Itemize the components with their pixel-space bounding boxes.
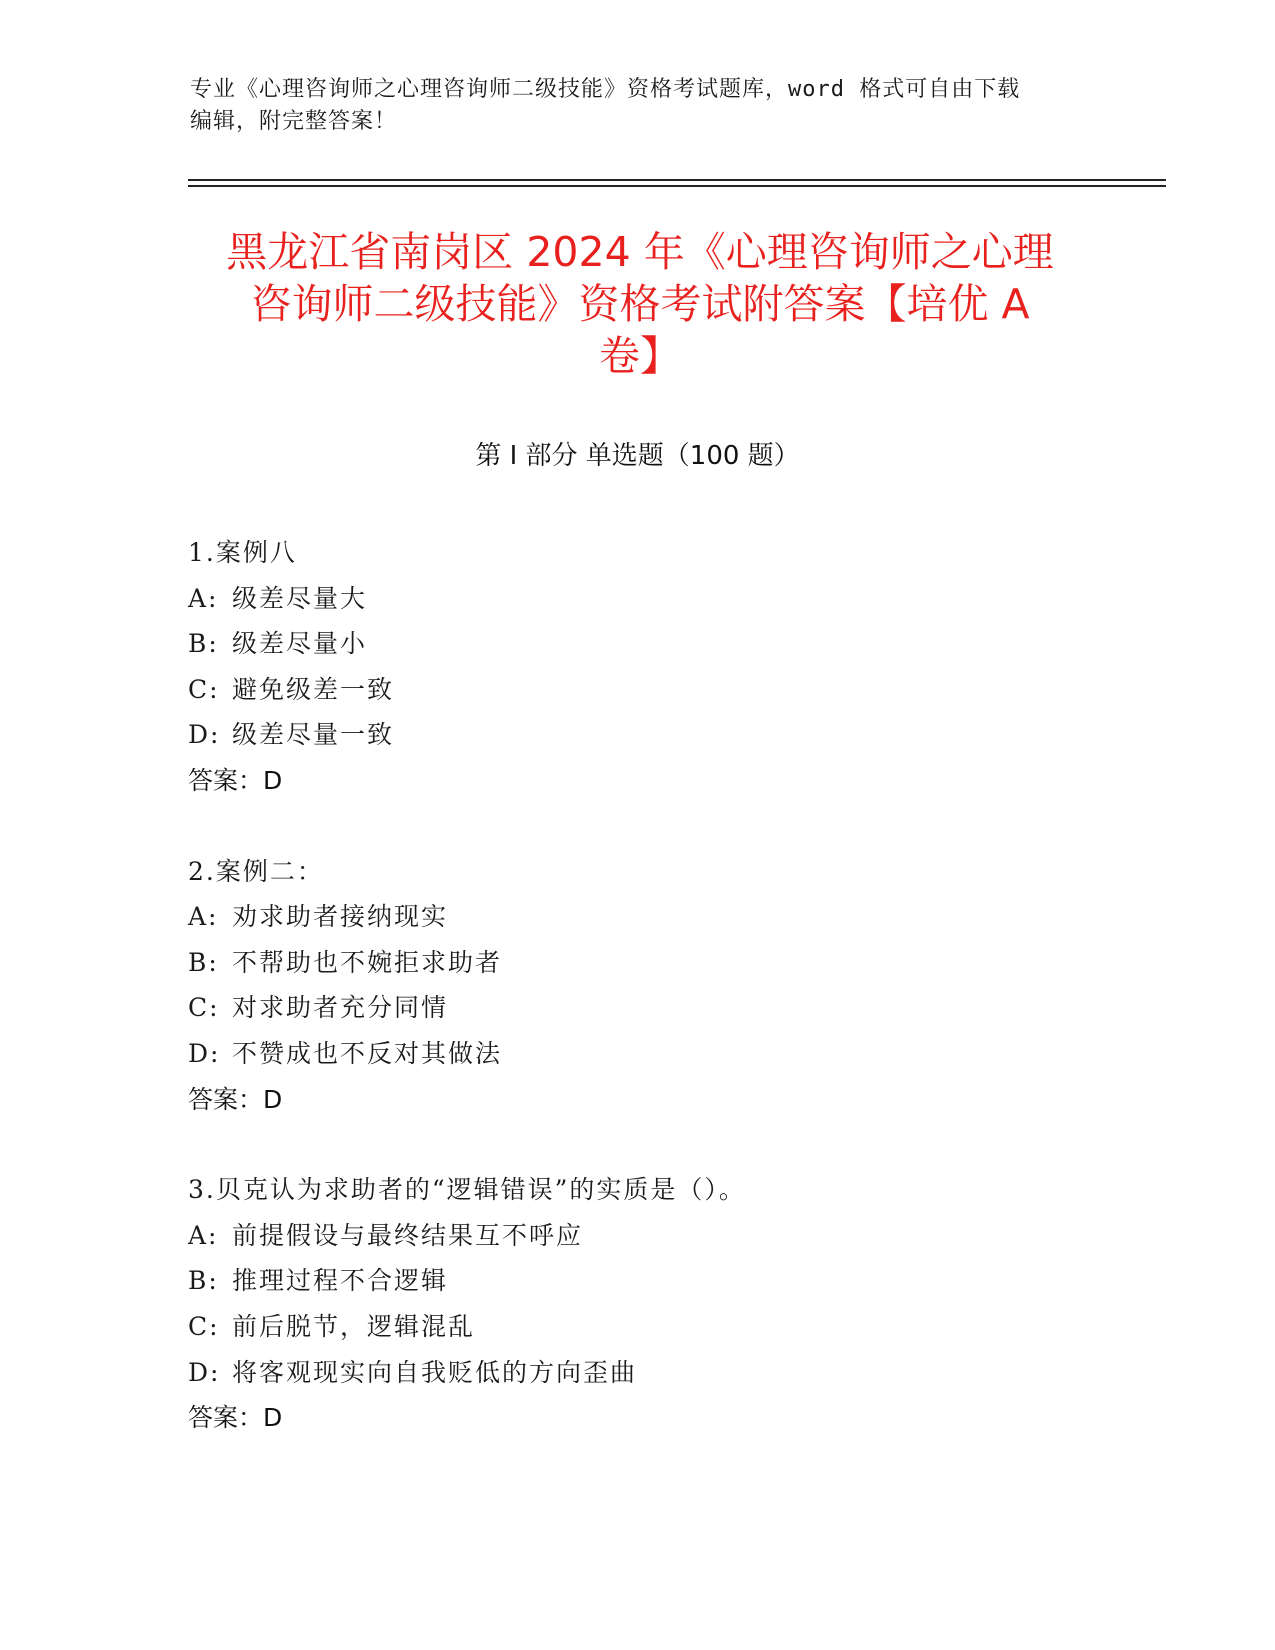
option-text: 劝求助者接纳现实 bbox=[232, 902, 449, 932]
question-stem: 3.贝克认为求助者的“逻辑错误”的实质是（）。 bbox=[188, 1175, 746, 1205]
question-item bbox=[188, 849, 1148, 1123]
question-stem: 2.案例二： bbox=[188, 856, 324, 886]
option-text: 不赞成也不反对其做法 bbox=[232, 1038, 503, 1068]
title-line-1: 黑龙江省南岗区 2024 年《心理咨询师之心理 bbox=[226, 228, 1054, 276]
section-heading: 第 I 部分 单选题（100 题） bbox=[475, 441, 800, 471]
option-label: D: bbox=[188, 1038, 221, 1068]
option-b bbox=[188, 1258, 1148, 1304]
option-label: C: bbox=[188, 993, 220, 1023]
option-label: C: bbox=[188, 674, 220, 704]
answer: 答案：D bbox=[188, 1084, 283, 1114]
title-line-3: 卷】 bbox=[599, 332, 681, 380]
question-item bbox=[188, 530, 1148, 804]
option-text: 前后脱节，逻辑混乱 bbox=[232, 1311, 476, 1341]
option-a bbox=[188, 576, 1148, 622]
option-text: 前提假设与最终结果互不呼应 bbox=[232, 1220, 584, 1250]
option-label: A: bbox=[188, 583, 219, 613]
option-text: 不帮助也不婉拒求助者 bbox=[232, 947, 503, 977]
question-stem: 1.案例八 bbox=[188, 538, 297, 567]
option-text: 对求助者充分同情 bbox=[232, 993, 449, 1023]
option-text: 级差尽量小 bbox=[232, 629, 368, 659]
option-c bbox=[188, 985, 1148, 1031]
option-text: 级差尽量大 bbox=[232, 583, 368, 613]
option-text: 将客观现实向自我贬低的方向歪曲 bbox=[232, 1357, 638, 1387]
option-label: C: bbox=[188, 1311, 220, 1341]
option-c bbox=[188, 1304, 1148, 1350]
document-header-note bbox=[190, 74, 1090, 138]
option-label: A: bbox=[188, 1220, 219, 1250]
document-title bbox=[180, 226, 1100, 382]
header-line-2: 编辑，附完整答案！ bbox=[190, 109, 398, 134]
option-b bbox=[188, 621, 1148, 667]
option-label: D: bbox=[188, 720, 221, 750]
header-divider-top bbox=[188, 179, 1166, 181]
question-list bbox=[188, 530, 1148, 1486]
header-divider-bottom bbox=[188, 185, 1166, 187]
option-text: 避免级差一致 bbox=[232, 674, 395, 704]
title-line-2: 咨询师二级技能》资格考试附答案【培优 A bbox=[250, 280, 1030, 328]
answer: 答案：D bbox=[188, 765, 283, 795]
option-text: 级差尽量一致 bbox=[232, 720, 395, 750]
option-text: 推理过程不合逻辑 bbox=[232, 1266, 449, 1296]
option-d bbox=[188, 712, 1148, 758]
option-label: D: bbox=[188, 1357, 221, 1387]
option-label: A: bbox=[188, 902, 219, 932]
option-b bbox=[188, 940, 1148, 986]
option-label: B: bbox=[188, 629, 219, 659]
option-d bbox=[188, 1350, 1148, 1396]
option-c bbox=[188, 667, 1148, 713]
option-a bbox=[188, 1213, 1148, 1259]
question-item bbox=[188, 1167, 1148, 1441]
answer: 答案：D bbox=[188, 1403, 283, 1433]
option-label: B: bbox=[188, 1266, 219, 1296]
option-label: B: bbox=[188, 947, 219, 977]
option-d bbox=[188, 1031, 1148, 1077]
header-line-1: 专业《心理咨询师之心理咨询师二级技能》资格考试题库，word 格式可自由下载 bbox=[190, 77, 1021, 102]
option-a bbox=[188, 894, 1148, 940]
